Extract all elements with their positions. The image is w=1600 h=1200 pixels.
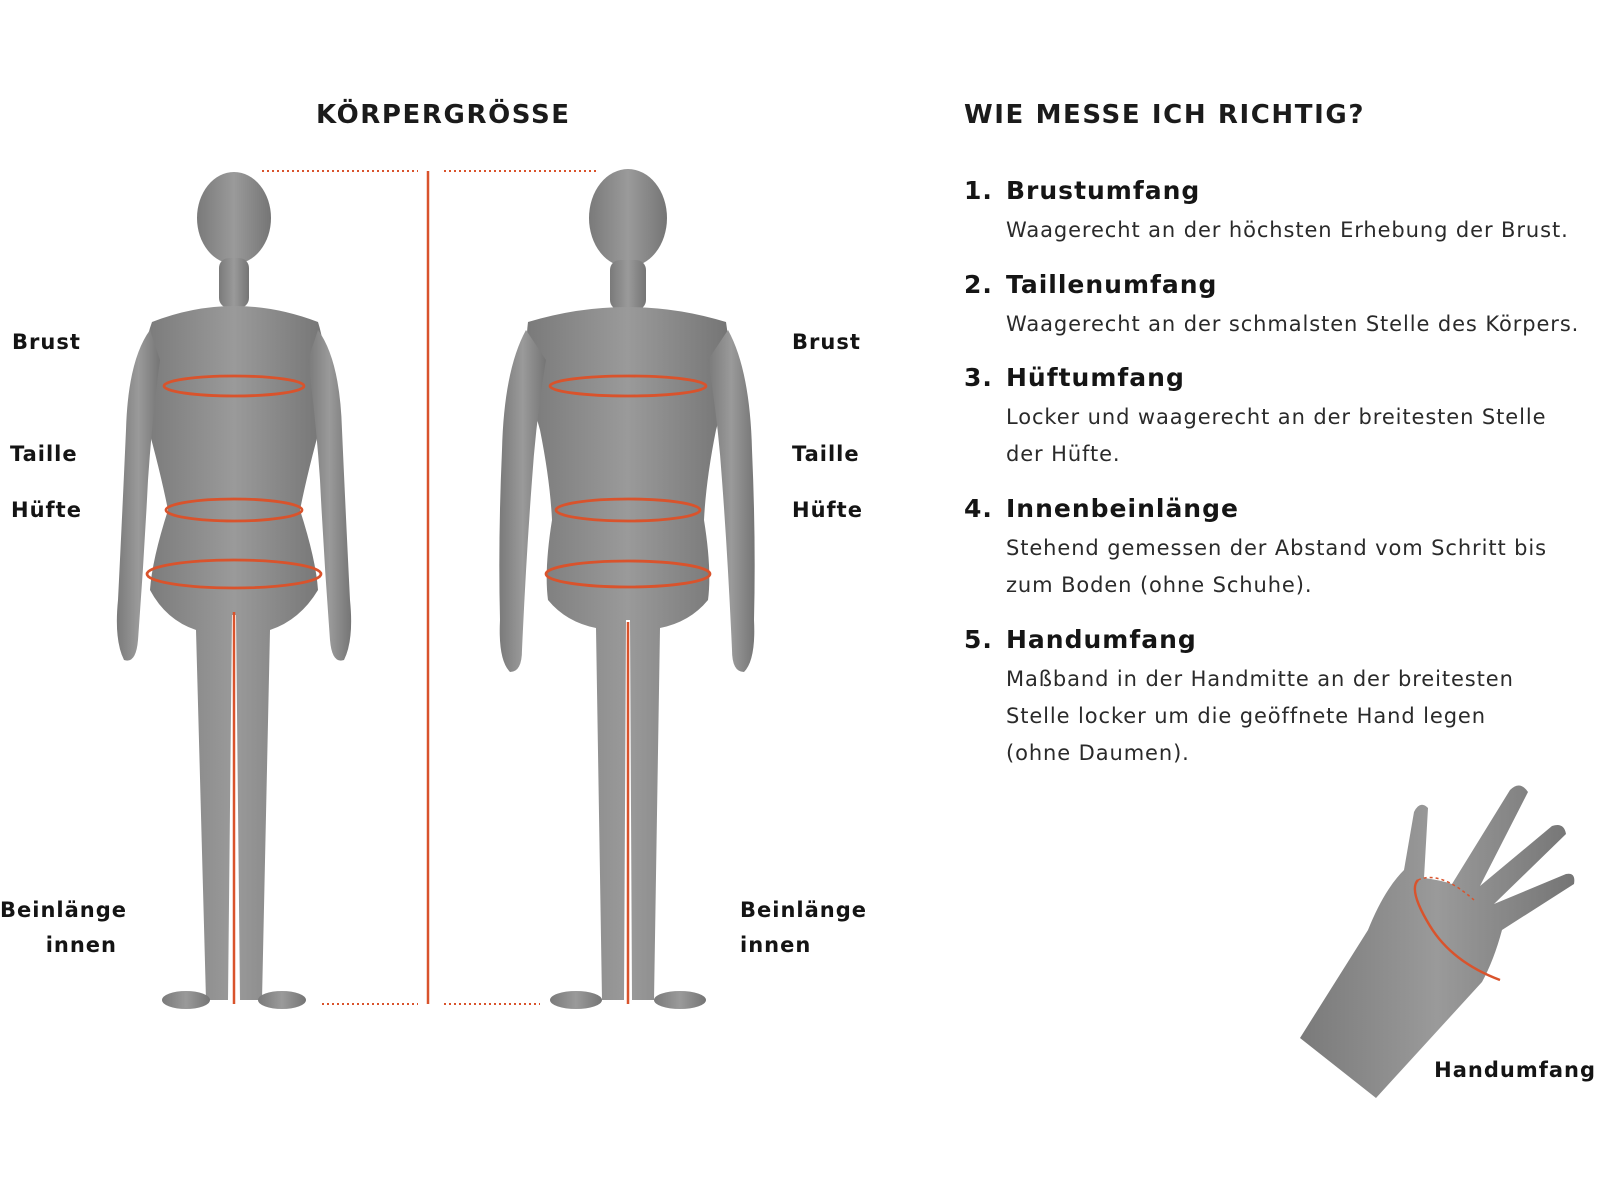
step-2 (964, 270, 1594, 363)
wie-messe-ich-richtig-title: WIE MESSE ICH RICHTIG? (964, 100, 1366, 130)
male-label-beinlaenge-line1: Beinlänge (740, 898, 867, 922)
step-4-title: Innenbeinlänge (1006, 494, 1239, 523)
step-1-title: Brustumfang (1006, 176, 1201, 205)
step-4-number: 4. (964, 494, 993, 523)
hand-label: Handumfang (1434, 1058, 1596, 1082)
male-label-huefte: Hüfte (792, 498, 863, 522)
koerpergroesse-title: KÖRPERGRÖSSE (316, 100, 571, 130)
step-2-text-line1: Waagerecht an der schmalsten Stelle des Körpers. (1006, 312, 1580, 336)
step-3-title: Hüftumfang (1006, 363, 1185, 392)
step-1-number: 1. (964, 176, 993, 205)
step-5-text-line3: (ohne Daumen). (1006, 741, 1190, 765)
step-5-text-line1: Maßband in der Handmitte an der breitesten (1006, 667, 1514, 691)
female-label-brust: Brust (12, 330, 81, 354)
step-5-number: 5. (964, 625, 993, 654)
step-3-text-line1: Locker und waagerecht an der breitesten Stelle (1006, 405, 1547, 429)
male-label-beinlaenge-line2: innen (740, 933, 812, 957)
female-label-beinlaenge-line2: innen (45, 933, 117, 957)
step-3-text-line2: der Hüfte. (1006, 442, 1121, 466)
step-1 (964, 176, 1594, 270)
male-label-brust: Brust (792, 330, 861, 354)
step-2-number: 2. (964, 270, 993, 299)
female-label-beinlaenge (0, 898, 127, 957)
step-4-text-line2: zum Boden (ohne Schuhe). (1006, 573, 1313, 597)
step-3 (964, 363, 1594, 494)
female-label-beinlaenge-line1: Beinlänge (0, 898, 127, 922)
step-5 (964, 625, 1594, 795)
male-label-beinlaenge (740, 898, 867, 957)
male-label-taille: Taille (792, 442, 860, 466)
step-1-text-line1: Waagerecht an der höchsten Erhebung der Brust. (1006, 218, 1569, 242)
step-4-text-line1: Stehend gemessen der Abstand vom Schritt bis (1006, 536, 1547, 560)
hand-figure (1300, 785, 1574, 1098)
measurement-steps (964, 176, 1594, 795)
step-2-title: Taillenumfang (1006, 270, 1218, 299)
step-4 (964, 494, 1594, 625)
female-label-huefte: Hüfte (11, 498, 82, 522)
step-5-title: Handumfang (1006, 625, 1197, 654)
female-label-taille: Taille (10, 442, 78, 466)
step-3-number: 3. (964, 363, 993, 392)
step-5-text-line2: Stelle locker um die geöffnete Hand legen (1006, 704, 1486, 728)
